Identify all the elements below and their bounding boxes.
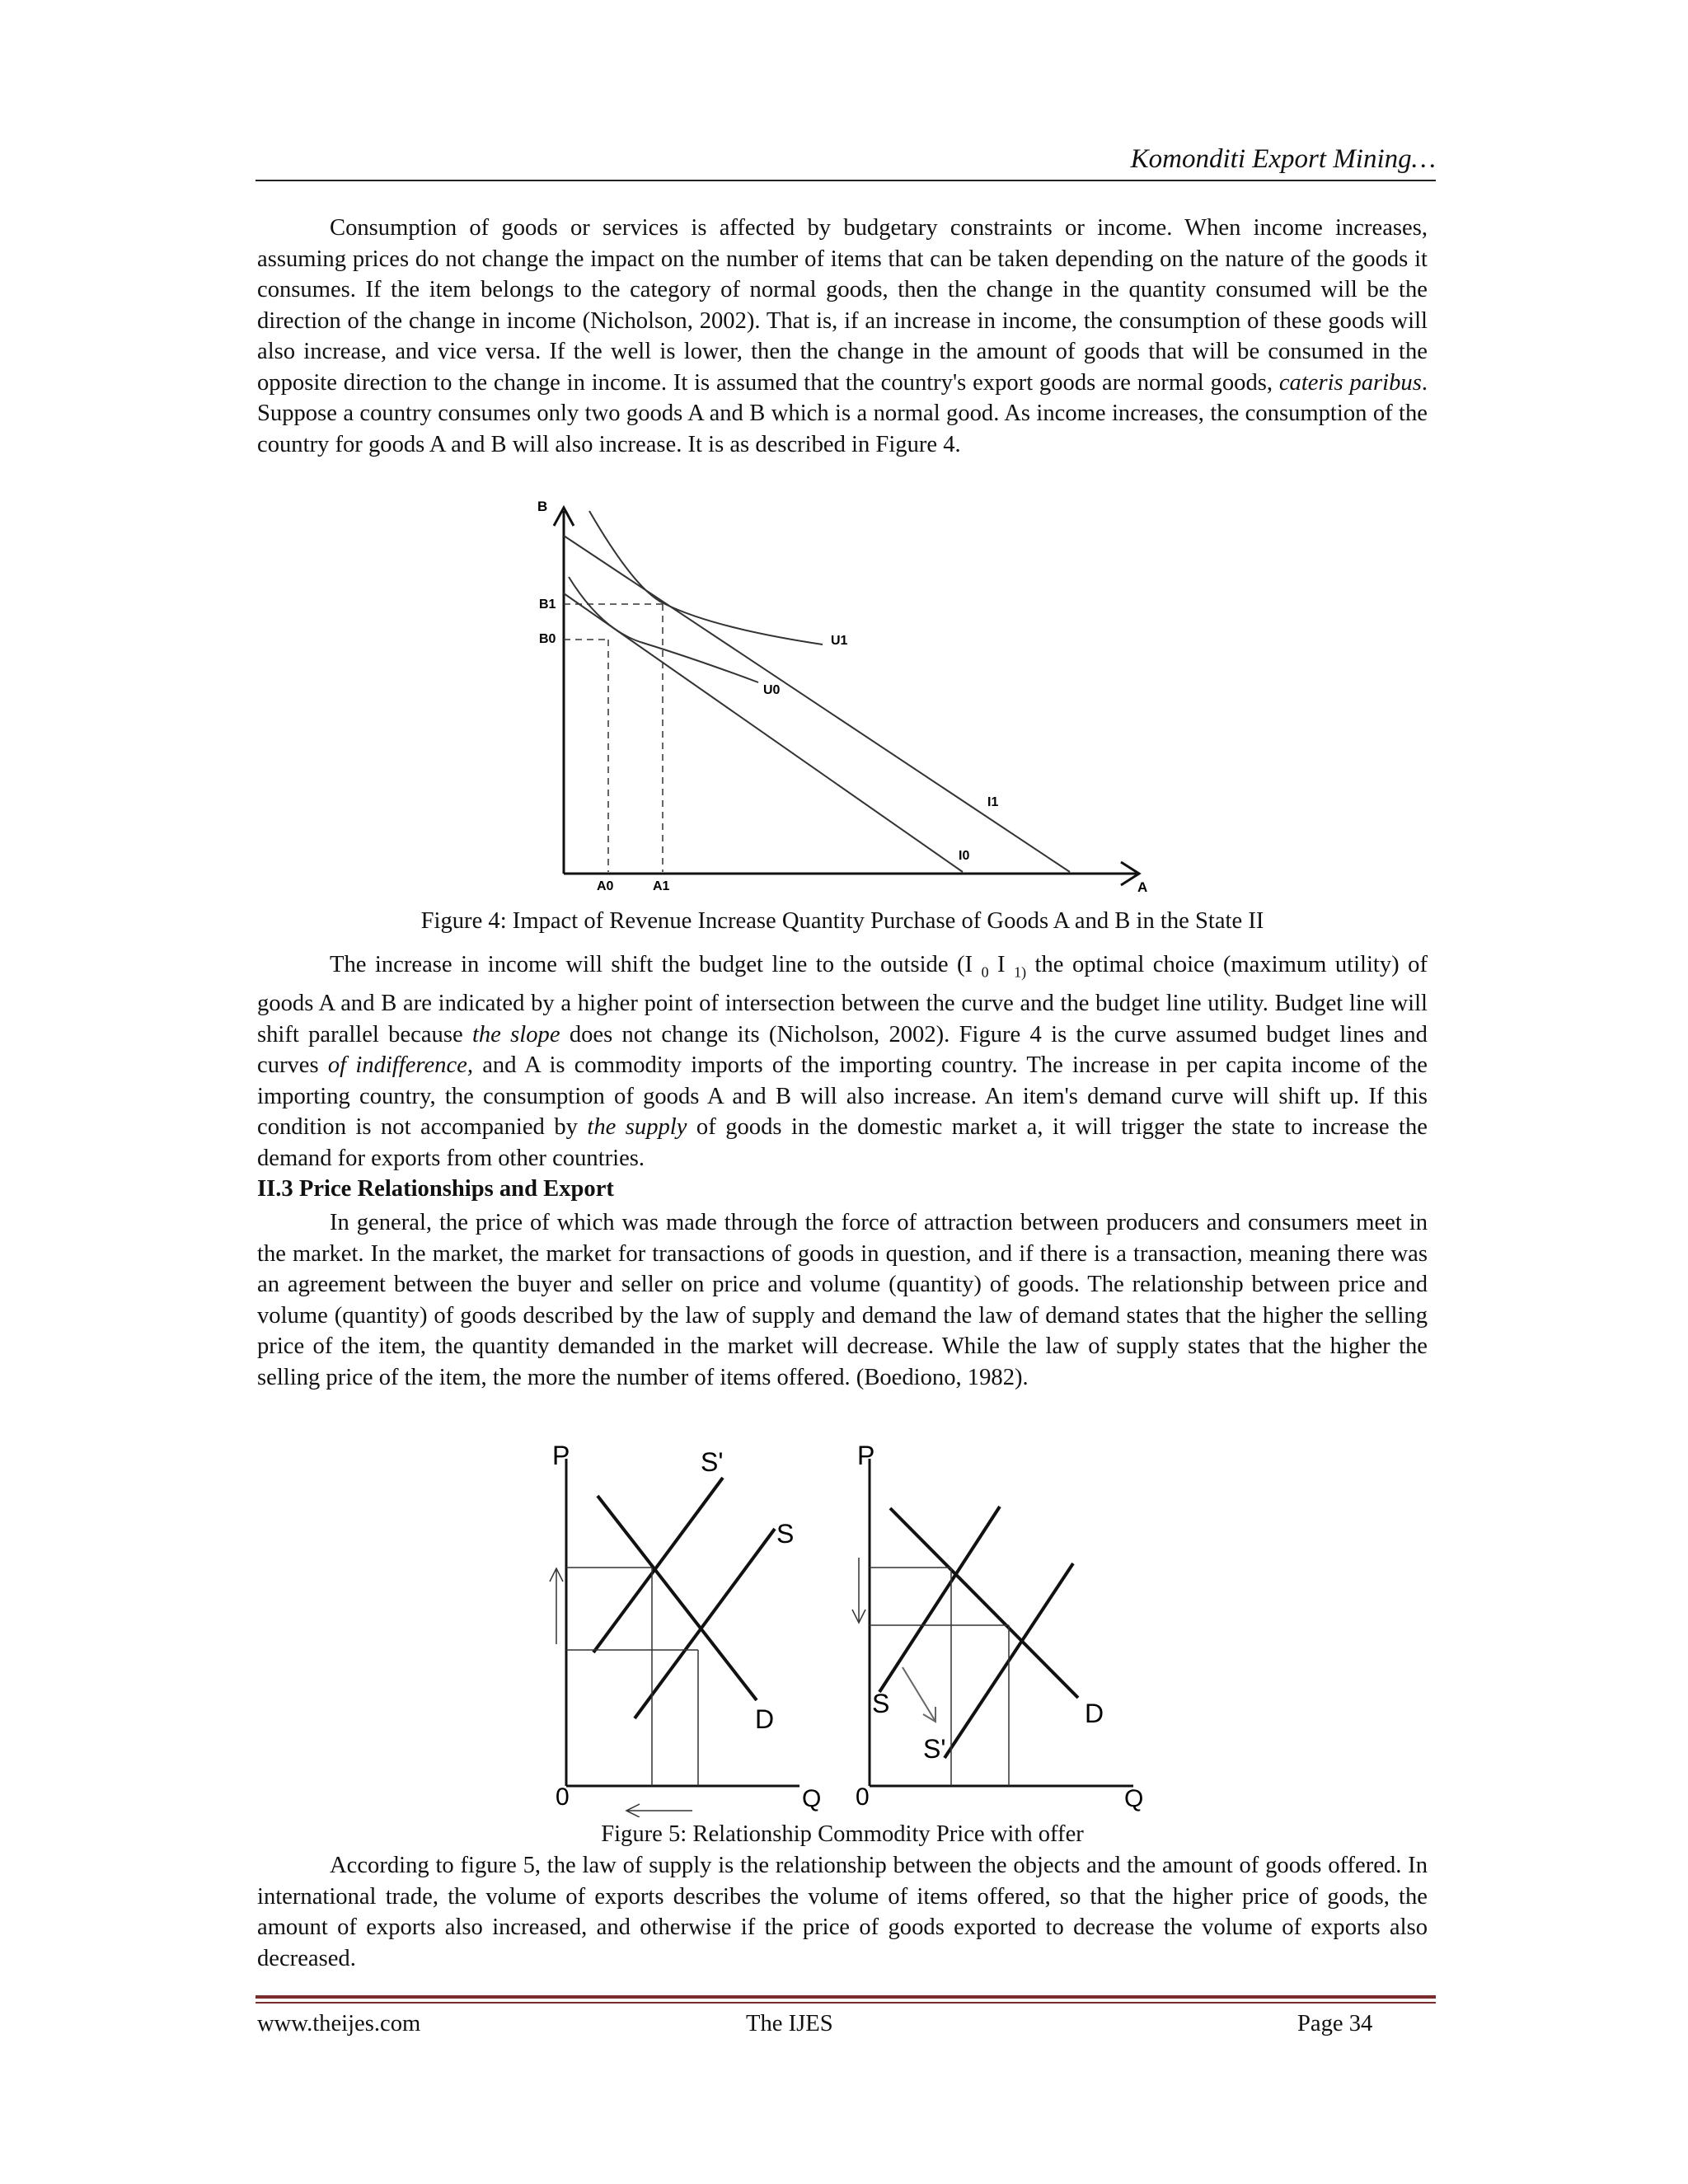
- paragraph-consumption: [257, 213, 1428, 460]
- label-u1: U1: [831, 634, 848, 648]
- footer-rule-thin: [256, 2002, 1436, 2004]
- running-title: Komonditi Export Mining…: [1130, 144, 1436, 174]
- figure-5-caption: Figure 5: Relationship Commodity Price with offer: [601, 1821, 1084, 1847]
- p2-sub-1: 1): [1014, 963, 1027, 981]
- paragraph1-text-a: Consumption of goods or services is affected by budgetary constraints or income. When income increases, assuming prices do not change the impact on the number of items that can be taken depending on the nature of the goods it consumes. If the item belongs to the category of normal goods, then the change in the quantity consumed will be the direction of the change in income (Nicholson, 2002). That is, if an increase in income, the consumption of these goods will also increase, and vice versa. If the well is lower, then the change in the amount of goods that will be consumed in the opposite direction to the change in income. It is assumed that the country's export goods are normal goods,: [257, 215, 1428, 396]
- p2-t6: of goods in the domestic market a, it will trigger the state to increase the demand for exports from other countries.: [257, 1114, 1428, 1171]
- right-label-p: P: [857, 1441, 875, 1470]
- p2-italic-slope: the slope: [471, 1021, 560, 1047]
- p2-italic-indifference: of indifference,: [327, 1052, 473, 1079]
- right-label-s-prime: S': [923, 1734, 946, 1764]
- section-heading: II.3 Price Relationships and Export: [257, 1176, 614, 1202]
- label-i1: I1: [987, 795, 999, 809]
- p2-t3: the optimal choice (maximum utility) of goods A and B are indicated by a higher point of intersection between the curve and the budget line utility. Budget line will shift parallel because: [257, 952, 1428, 1047]
- left-label-p: P: [552, 1441, 570, 1470]
- right-label-s: S: [872, 1689, 890, 1718]
- figure-5-supply-demand: [528, 1430, 1170, 1817]
- x-axis-label: A: [1137, 879, 1148, 895]
- left-label-d: D: [755, 1704, 775, 1734]
- label-b0: B0: [539, 632, 556, 646]
- footer-journal: The IJES: [746, 2011, 833, 2036]
- p2-t4: does not change its (Nicholson, 2002). Figure 4 is the curve assumed budget lines and curves: [257, 1021, 1428, 1079]
- label-a0: A0: [597, 879, 614, 893]
- figure-5-left-panel: [550, 1441, 821, 1817]
- p2-t1: The increase in income will shift the budget line to the outside (I: [330, 952, 982, 977]
- left-label-s: S: [776, 1519, 795, 1549]
- label-a1: A1: [653, 879, 670, 893]
- figure-4-indifference-diagram: [511, 494, 1170, 898]
- left-label-q: Q: [802, 1785, 822, 1812]
- right-label-q: Q: [1124, 1785, 1144, 1812]
- figure-5-right-panel: [852, 1441, 1143, 1812]
- paragraph1-italic: cateris paribus: [1278, 369, 1422, 396]
- p2-italic-supply: the supply: [587, 1114, 687, 1141]
- p2-sub-0: 0: [981, 963, 989, 981]
- right-demand-line: [890, 1508, 1078, 1698]
- right-shift-arrow: [903, 1667, 935, 1720]
- right-label-d: D: [1085, 1699, 1104, 1728]
- paragraph1-text-b: . Suppose a country consumes only two goods A and B which is a normal good. As income increases, the consumption of the country for goods A and B will also increase. It is as described in Figure 4.: [257, 369, 1428, 457]
- y-axis-label: B: [537, 499, 548, 514]
- paragraph-price-relationship: In general, the price of which was made through the force of attraction between producers and consumers meet in the market. In the market, the market for transactions of goods in question, and if there is a transaction, meaning there was an agreement between the buyer and seller on price and volume (quantity) of goods. The relationship between price and volume (quantity) of goods described by the law of supply and demand the law of demand states that the higher the selling price of the item, the quantity demanded in the market will decrease. While the law of supply states that the higher the selling price of the item, the more the number of items offered. (Boediono, 1982).: [257, 1210, 1428, 1390]
- paragraph-law-of-supply: According to figure 5, the law of supply is the relationship between the objects and the amount of goods offered. In international trade, the volume of exports describes the volume of items offered, so that the higher price of goods, the amount of exports also increased, and otherwise if the price of goods exported to decrease the volume of exports also decreased.: [257, 1853, 1428, 1971]
- budget-line-i1: [564, 536, 1070, 872]
- paragraph-income-shift: [257, 949, 1428, 1174]
- indifference-curve-u1: [589, 511, 823, 644]
- label-b1: B1: [539, 598, 556, 612]
- footer-rule-thick: [256, 1995, 1436, 1999]
- indifference-curve-u0: [569, 577, 758, 682]
- label-u0: U0: [763, 683, 781, 697]
- left-supply-line-s: [635, 1529, 775, 1718]
- p2-t2: I: [988, 952, 1015, 977]
- page-header: [256, 144, 1436, 181]
- left-label-s-prime: S': [701, 1447, 724, 1477]
- figure-4-caption: Figure 4: Impact of Revenue Increase Quantity Purchase of Goods A and B in the State II: [420, 908, 1264, 934]
- label-i0: I0: [959, 849, 970, 863]
- footer-page-number: Page 34: [1297, 2011, 1373, 2036]
- p2-t5: and A is commodity imports of the importing country. The increase in per capita income of the importing country, the consumption of goods A and B will also increase. An item's demand curve will shift up. If this condition is not accompanied by: [257, 1052, 1428, 1141]
- footer-website: www.theijes.com: [257, 2011, 421, 2036]
- left-demand-line: [598, 1496, 757, 1700]
- left-label-origin: 0: [556, 1783, 570, 1811]
- right-label-origin: 0: [856, 1783, 870, 1811]
